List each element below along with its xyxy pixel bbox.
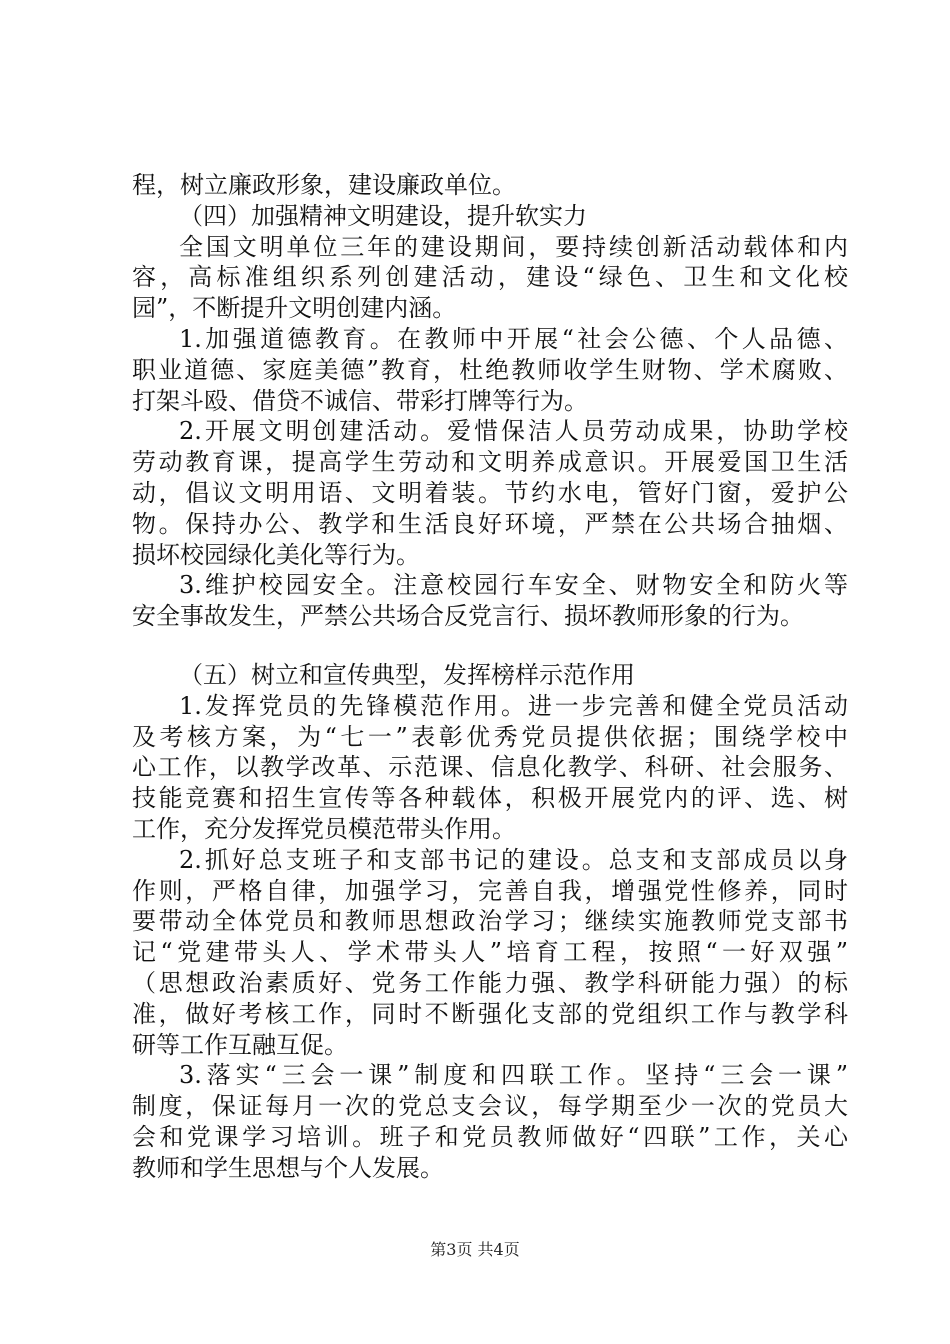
text-line: 物。保持办公、教学和生活良好环境，严禁在公共场合抽烟、 — [132, 509, 848, 538]
text-line: 程，树立廉政形象，建设廉政单位。 — [132, 171, 516, 199]
text-line: 损坏校园绿化美化等行为。 — [132, 540, 420, 569]
text-line: 安全事故发生，严禁公共场合反党言行、损坏教师形象的行为。 — [132, 602, 804, 631]
text-line: 1.发挥党员的先锋模范作用。进一步完善和健全党员活动 — [179, 691, 848, 720]
text-line: 制度，保证每月一次的党总支会议，每学期至少一次的党员大 — [132, 1092, 848, 1121]
text-line: 2.抓好总支班子和支部书记的建设。总支和支部成员以身 — [179, 845, 848, 874]
paragraph-gap — [132, 632, 832, 660]
paragraph — [132, 845, 848, 1061]
text-line: 2.开展文明创建活动。爱惜保洁人员劳动成果，协助学校 — [179, 417, 848, 446]
text-line: 教师和学生思想与个人发展。 — [132, 1153, 444, 1182]
text-line: 准，做好考核工作，同时不断强化支部的党组织工作与教学科 — [132, 999, 848, 1028]
text-line: 全国文明单位三年的建设期间，要持续创新活动载体和内 — [179, 232, 848, 261]
paragraph — [132, 691, 848, 845]
text-line: 容，高标准组织系列创建活动，建设“绿色、卫生和文化校 — [132, 263, 848, 292]
paragraph — [132, 1060, 848, 1183]
text-line: 心工作，以教学改革、示范课、信息化教学、科研、社会服务、 — [132, 753, 848, 782]
text-line: 技能竞赛和招生宣传等各种载体，积极开展党内的评、选、树 — [132, 784, 848, 813]
text-line: 劳动教育课，提高学生劳动和文明养成意识。开展爱国卫生活 — [132, 448, 848, 477]
text-line: 记“党建带头人、学术带头人”培育工程，按照“一好双强” — [132, 938, 848, 967]
text-line: 3.落实“三会一课”制度和四联工作。坚持“三会一课” — [179, 1061, 848, 1090]
text-line: （四）加强精神文明建设，提升软实力 — [179, 201, 587, 230]
paragraph — [132, 170, 832, 201]
text-line: 及考核方案，为“七一”表彰优秀党员提供依据；围绕学校中 — [132, 722, 848, 751]
paragraph — [132, 232, 848, 324]
paragraph — [132, 324, 848, 416]
text-line: 会和党课学习培训。班子和党员教师做好“四联”工作，关心 — [132, 1122, 848, 1151]
text-line: 园”，不断提升文明创建内涵。 — [132, 294, 457, 323]
text-line: 工作，充分发挥党员模范带头作用。 — [132, 814, 516, 843]
page-footer: 第3页 共4页 — [430, 1240, 520, 1259]
text-line: （五）树立和宣传典型，发挥榜样示范作用 — [179, 660, 635, 689]
paragraph — [132, 416, 848, 570]
section-heading — [132, 201, 832, 232]
text-line: 研等工作互融互促。 — [132, 1030, 348, 1059]
paragraph — [132, 570, 848, 632]
text-line: 要带动全体党员和教师思想政治学习；继续实施教师党支部书 — [132, 907, 848, 936]
text-line: 职业道德、家庭美德”教育，杜绝教师收学生财物、学术腐败、 — [132, 355, 848, 384]
text-line: 1.加强道德教育。在教师中开展“社会公德、个人品德、 — [179, 324, 848, 353]
document-body — [132, 170, 848, 1184]
text-line: 动，倡议文明用语、文明着装。节约水电，管好门窗，爱护公 — [132, 478, 848, 507]
text-line: 3.维护校园安全。注意校园行车安全、财物安全和防火等 — [179, 571, 848, 600]
text-line: 作则，严格自律，加强学习，完善自我，增强党性修养，同时 — [132, 876, 848, 905]
text-line: （思想政治素质好、党务工作能力强、教学科研能力强）的标 — [132, 968, 848, 997]
text-line: 打架斗殴、借贷不诚信、带彩打牌等行为。 — [132, 386, 588, 415]
section-heading — [132, 660, 832, 691]
